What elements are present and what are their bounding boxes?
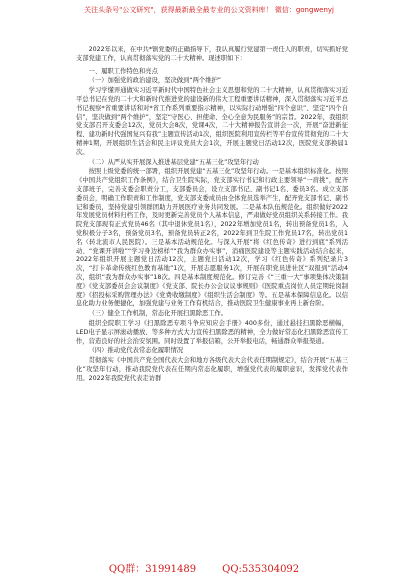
paragraph-five-bases: 按照上级党委的统一部署，组织开展党建“五基三化”攻坚年行动。一是基本组织标准化。按照《中国共产党组织工作条例》，结合卫生院实际，党支部实行书记和行政主要领导“一肩挑”，配齐支部班子，完善支委会职责分工，支部委员会，设立支部书记、副书记1名、委员3名。成立支部委员会，明确工作职责和工作制度，党支部支委成员由全体党员选举产生，配齐党支部书记、副书记和委员，坚持党建引领群团助力开展医疗业务共同发展。二是基本队伍规范化。组织做好2022年发展党员材料归档工作，及时更新完善党员个人基本信息，严肃做好党员组织关系转接工作。我院党支部现有正式党员46名（其中退休党员1名），2022年增加党员1名，转出预备党员1名，入党积极分子3名，预备党员3名，预备党员转正2名，2022年到卫生院工作党员17名，转出党员1名（转北流市人民医院）。三是基本活动规范化。与深入开展“将《红色传奇》进行到底”系列活动、“党课开讲啦”“学习身边榜样”“我为群众办实事”，消痛医院建设等主题实践活动结合起来，2022年组织开展主题党日活动12次，主题党日活动12次，学习《红色传奇》系列纪录片3次，“打卡革命传统红色教育基地”1次，开展志愿服务1次，开展在职党员进社区“双报到”活动4次，组织“我为群众办实事”18次。四是基本制度规范化。修订完善《“三重一大”事项集体决策制度》《党支部委员会会议制度》《党支部、院长办公会议议事规则》《医院重点岗位人员定期轮岗制度》《招投标采购管理办法》《党费收缴制度》《组织生活会制度》等。五是基本保障信息化。以信息化助力业务便捷化，加强党建与业务工作有机结合，推动医院卫生健康事业再上新台阶。 (76, 168, 348, 308)
paragraph-intro: 2022年以来，在中共*镇党委的正确指导下，我认真履行党建第一责任人的职责，切实抓好党支部党建工作，认真贯彻落实党的二十大精神。现述职如下： (76, 46, 348, 62)
subsection-heading-4: （四）推动党代表常态化履职情况 (88, 347, 184, 355)
promo-header (0, 0, 408, 20)
paragraph-anti-crime: 组织全院职工学习《扫黑除恶专项斗争应知应会手册》400多份，通过悬挂扫黑除恶横幅，LED电子显示屏滚动播放、等多种方式大力宣传扫黑除恶的精神，全力做好常态化扫黑除恶宣传工作，营造良好的社会治安氛围。同时设置了举报信箱，公开举报电话，畅通群众举报渠道。 (76, 319, 348, 345)
subsection-heading-2: （二）从严从实开展深入推进基层党建“五基三化”攻坚年行动 (88, 158, 259, 166)
qq-group-text: QQ群：31991489 (108, 564, 197, 575)
contact-footer (0, 560, 408, 580)
document-body (76, 46, 348, 556)
subsection-heading-1: （一）加强党的政治建设，坚决做到“两个维护” (88, 77, 222, 85)
paragraph-representatives: 贯彻落实《中国共产党全国代表大会和地方各级代表大会代表任期制规定》，结合开展“五基三化”攻坚年行动，推动我院党代表在任期内常态化履职，增强党代表的履职意识，发挥党代表作用。2022年我院党代表走访群 (76, 357, 348, 382)
paragraph-political: 学习学懂弄通做实习近平新时代中国特色社会主义思想和党的二十大精神，认真贯彻落实习近平总书记在党的二十大和新时代推进党的建设新的伟大工程重要讲话精神，深入贯彻落实习近平总书记视察*省重要讲话和对*省工作系列重要指示精神，以实际行动增强“四个意识”、坚定“四个自信”，坚决做到“两个维护”，坚定“守医心、担使命、全心全意为民服务”的宗旨。2022年，我组织党支部召开支委会12次，党员大会8次，党课4次，二十大精神报告宣讲会一次，开展“奋进新征程、建功新时代强国复兴有我”主题宣传活动1次，组织医院利用宣传栏等平台宣传贯彻党的二十大精神1期，开展组织生活会和民主评议党员大会1次，开展主题党日活动12次，医院党支部换届1次。 (76, 87, 348, 156)
section-heading-1: 一、履职工作特色和亮点 (88, 67, 158, 75)
qq-contact-text: QQ:535304092 (222, 564, 300, 575)
subsection-heading-3: （三）健全工作机制，常态化开展扫黑除恶工作。 (88, 310, 228, 318)
promo-header-text: 关注头条号"公文研究"，获得最新最全最专业的公文资料库！ 微信：gongwenyj (84, 6, 334, 14)
